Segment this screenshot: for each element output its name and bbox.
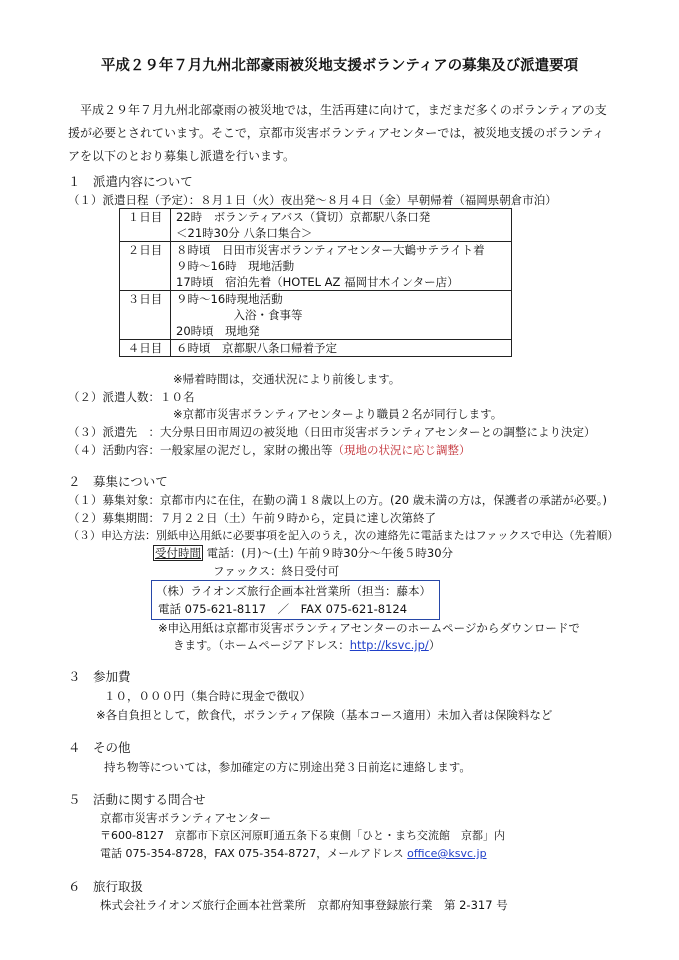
travel-agent-info: 株式会社ライオンズ旅行企画本社営業所 京都府知事登録旅行業 第 2-317 号	[100, 898, 508, 912]
schedule-table	[119, 208, 512, 357]
day-cell: １日目	[120, 209, 171, 242]
return-note: ※帰着時間は，交通状況により前後します。	[173, 372, 401, 386]
email-link[interactable]: office@ksvc.jp	[407, 847, 487, 860]
form-download-note: ※申込用紙は京都市災害ボランティアセンターのホームページからダウンロードで	[158, 621, 580, 635]
intro-paragraph: 平成２９年７月九州北部豪雨の被災地では，生活再建に向けて，まだまだ多くのボランティアの支援が必要とされています。そこで，京都市災害ボランティアセンターでは，被災地支援のボランティアを以下のとおり募集し派遣を行います。	[68, 103, 607, 163]
agent-phone-fax: 電話 075-621-8117 ／ FAX 075-621-8124	[158, 602, 408, 616]
agent-name: （株）ライオンズ旅行企画本社営業所（担当：藤本）	[156, 584, 431, 598]
section-2-heading: ２ 募集について	[68, 474, 168, 489]
day-cell: ２日目	[120, 242, 171, 291]
activity-label: （４）活動内容：一般家屋の泥だし，家財の搬出等（現地の状況に応じ調整）	[68, 443, 471, 457]
agent-contact-box	[151, 580, 440, 620]
section-3-heading: ３ 参加費	[68, 669, 131, 684]
apply-method: （３）申込方法：別紙申込用紙に必要事項を記入のうえ，次の連絡先に電話またはファックスで申込（先着順）	[68, 529, 619, 542]
reception-hours: 受付時間 電話：(月)～(土) 午前９時30分～午後５時30分	[155, 546, 454, 560]
section-1-heading: １ 派遣内容について	[68, 174, 193, 189]
table-row	[120, 291, 512, 340]
day-cell: ３日目	[120, 291, 171, 340]
recruit-period: （２）募集期間：７月２２日（土）午前９時から，定員に達し次第終了	[68, 511, 436, 525]
day-detail-cell: ９時～16時現地活動 入浴・食事等 20時頃 現地発	[171, 291, 512, 340]
section-4-heading: ４ その他	[68, 740, 131, 755]
fee-note: ※各自負担として，飲食代，ボランティア保険（基本コース適用）未加入者は保険料など	[96, 708, 553, 722]
section-6-heading: ６ 旅行取扱	[68, 879, 144, 894]
table-row	[120, 242, 512, 291]
homepage-link[interactable]: http://ksvc.jp/	[349, 638, 429, 652]
day-detail-cell: ６時頃 京都駅八条口帰着予定	[171, 340, 512, 357]
day-detail-cell: 22時 ボランティアバス（貸切）京都駅八条口発 ＜21時30分 八条口集合＞	[171, 209, 512, 242]
document-title: 平成２９年７月九州北部豪雨被災地支援ボランティアの募集及び派遣要項	[100, 58, 579, 74]
destination-label: （３）派遣先 ：大分県日田市周辺の被災地（日田市災害ボランティアセンターとの調整により決定）	[68, 425, 596, 439]
form-download-note-2: きます。（ホームページアドレス：http://ksvc.jp/）	[173, 638, 441, 652]
schedule-label: （１）派遣日程（予定）：８月１日（火）夜出発～８月４日（金）早朝帰着（福岡県朝倉市泊）	[68, 193, 557, 207]
fee-amount: １０，０００円（集合時に現金で徴収）	[104, 689, 311, 703]
day-cell: ４日目	[120, 340, 171, 357]
section-5-heading: ５ 活動に関する問合せ	[68, 792, 206, 807]
other-text: 持ち物等については，参加確定の方に別途出発３日前迄に連絡します。	[104, 760, 471, 774]
inquiry-contact: 電話 075-354-8728，FAX 075-354-8727，メールアドレス office@ksvc.jp	[100, 847, 487, 860]
table-row	[120, 340, 512, 357]
table-row	[120, 209, 512, 242]
fax-hours: ファックス：終日受付可	[213, 564, 340, 578]
recruit-target: （１）募集対象：京都市内に在住，在勤の満１８歳以上の方。(20 歳未満の方は，保護者の承諾が必要。)	[68, 493, 608, 507]
count-note: ※京都市災害ボランティアセンターより職員２名が同行します。	[173, 407, 503, 421]
day-detail-cell: ８時頃 日田市災害ボランティアセンター大鶴サテライト着 ９時～16時 現地活動 17時頃 宿泊先着（HOTEL AZ 福岡甘木インター店）	[171, 242, 512, 291]
inquiry-org: 京都市災害ボランティアセンター	[100, 811, 272, 825]
inquiry-address: 〒600-8127 京都市下京区河原町通五条下る東側「ひと・まち交流館 京都」内	[100, 829, 505, 842]
count-label: （２）派遣人数：１０名	[68, 390, 195, 404]
